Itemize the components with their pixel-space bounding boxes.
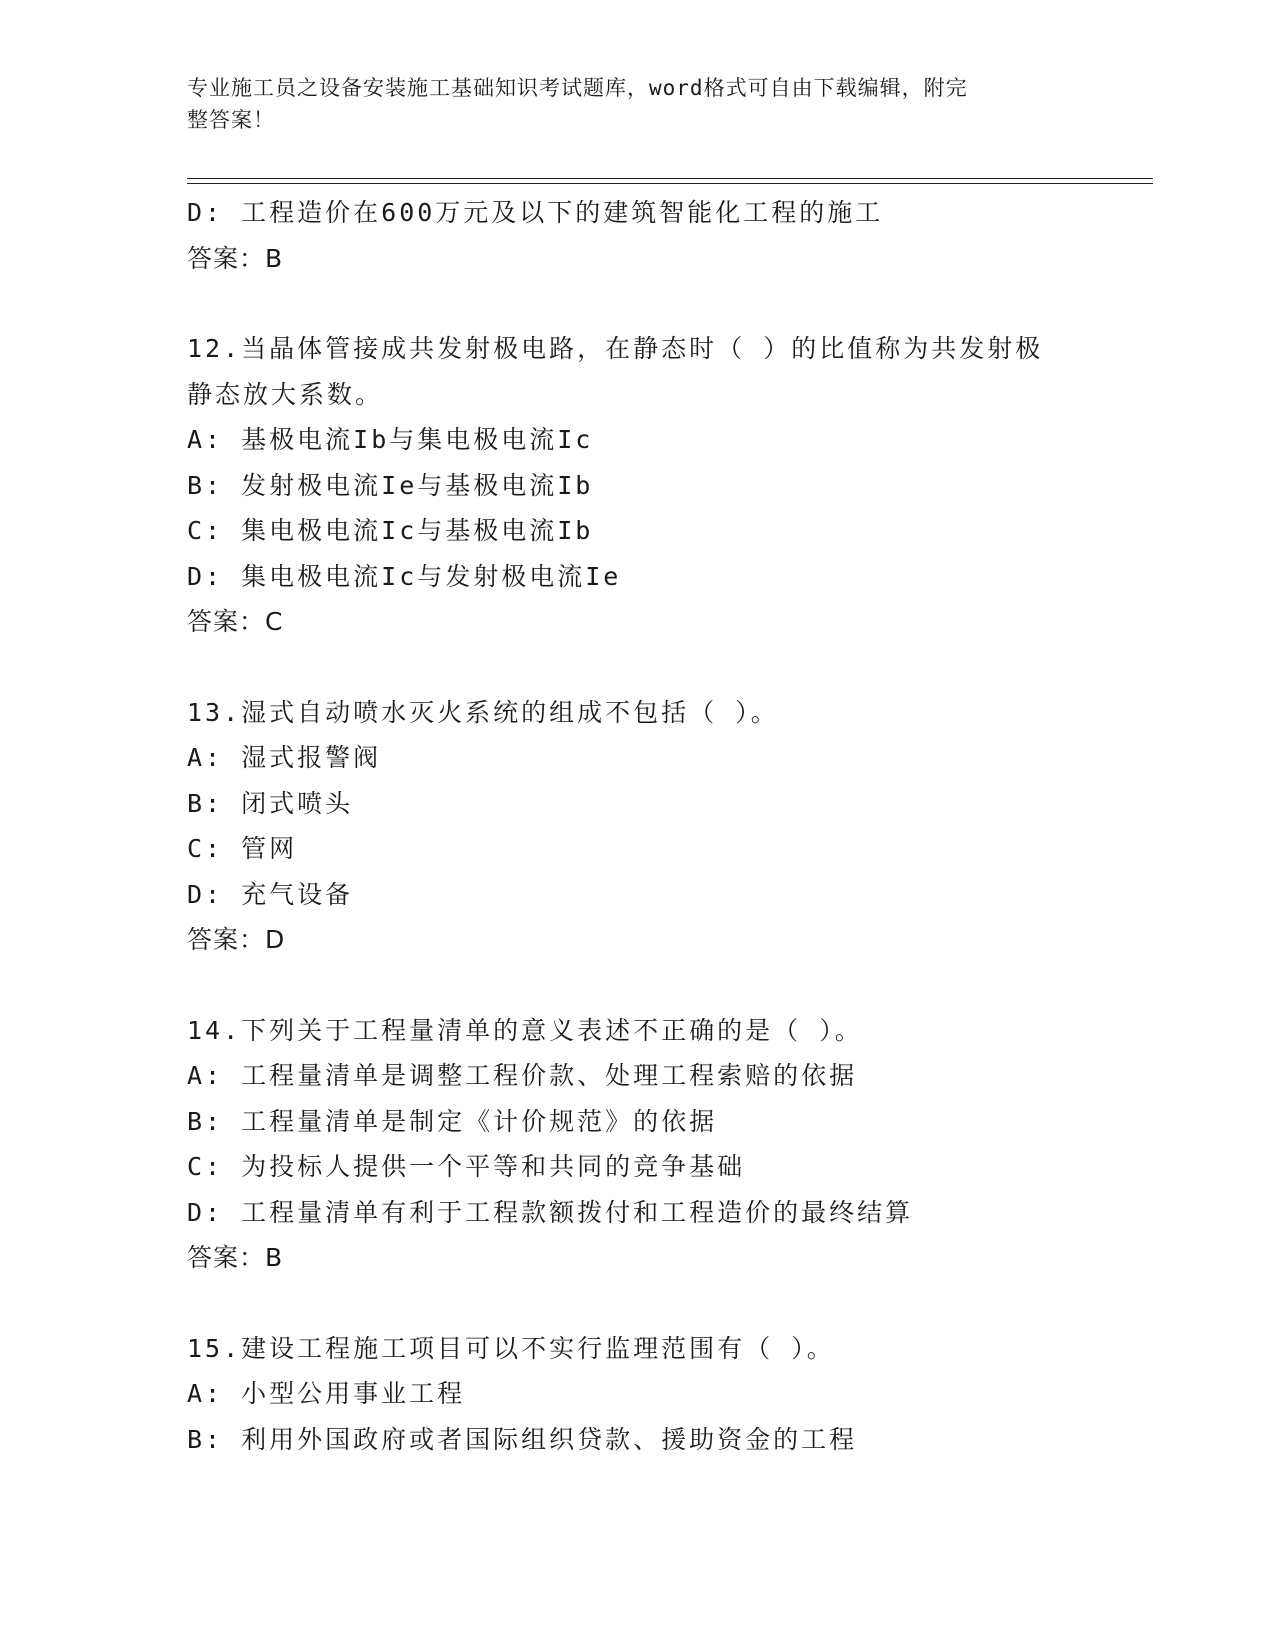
- spacer: [187, 281, 1087, 326]
- answer-line: 答案：B: [187, 1243, 284, 1272]
- question-stem: 15.建设工程施工项目可以不实行监理范围有（ ）。: [187, 1333, 835, 1363]
- option-b: B: 发射极电流Ie与基极电流Ib: [187, 470, 594, 500]
- answer-line: 答案：B: [187, 243, 284, 273]
- question-stem: 12.当晶体管接成共发射极电路，在静态时（ ）的比值称为共发射极: [187, 334, 1044, 363]
- answer-line: 答案：D: [187, 925, 286, 954]
- option-c: C: 集电极电流Ic与基极电流Ib: [187, 516, 594, 545]
- spacer: [187, 645, 1087, 690]
- option-d: D: 充气设备: [187, 879, 354, 909]
- header-line-2: 整答案！: [187, 108, 275, 132]
- option-a: A: 基极电流Ib与集电极电流Ic: [187, 425, 594, 454]
- option-a: A: 小型公用事业工程: [187, 1379, 466, 1408]
- option-d: D: 工程量清单有利于工程款额拨付和工程造价的最终结算: [187, 1197, 914, 1227]
- option-d: D: 工程造价在600万元及以下的建筑智能化工程的施工: [187, 198, 884, 227]
- option-c: C: 管网: [187, 834, 298, 863]
- question-15: [187, 1326, 1087, 1463]
- option-b: B: 工程量清单是制定《计价规范》的依据: [187, 1106, 718, 1136]
- question-stem: 静态放大系数。: [187, 379, 384, 409]
- header-line-1: 专业施工员之设备安装施工基础知识考试题库，word格式可自由下载编辑，附完: [187, 76, 968, 100]
- question-12: [187, 326, 1087, 645]
- question-stem: 13.湿式自动喷水灭火系统的组成不包括（ ）。: [187, 697, 779, 727]
- option-a: A: 工程量清单是调整工程价款、处理工程索赔的依据: [187, 1061, 858, 1090]
- option-a: A: 湿式报警阀: [187, 743, 382, 772]
- header-divider-bottom: [187, 183, 1153, 184]
- question-content: [187, 190, 1087, 1462]
- spacer: [187, 963, 1087, 1008]
- option-c: C: 为投标人提供一个平等和共同的竞争基础: [187, 1152, 746, 1181]
- question-14: [187, 1008, 1087, 1281]
- document-header: [187, 72, 1067, 136]
- spacer: [187, 1281, 1087, 1326]
- option-d: D: 集电极电流Ic与发射极电流Ie: [187, 561, 622, 591]
- option-b: B: 闭式喷头: [187, 788, 354, 818]
- question-stem: 14.下列关于工程量清单的意义表述不正确的是（ ）。: [187, 1015, 863, 1045]
- question-fragment-11: [187, 190, 1087, 281]
- answer-line: 答案：C: [187, 607, 284, 636]
- header-divider-top: [187, 178, 1153, 179]
- question-13: [187, 690, 1087, 963]
- option-b: B: 利用外国政府或者国际组织贷款、援助资金的工程: [187, 1424, 858, 1454]
